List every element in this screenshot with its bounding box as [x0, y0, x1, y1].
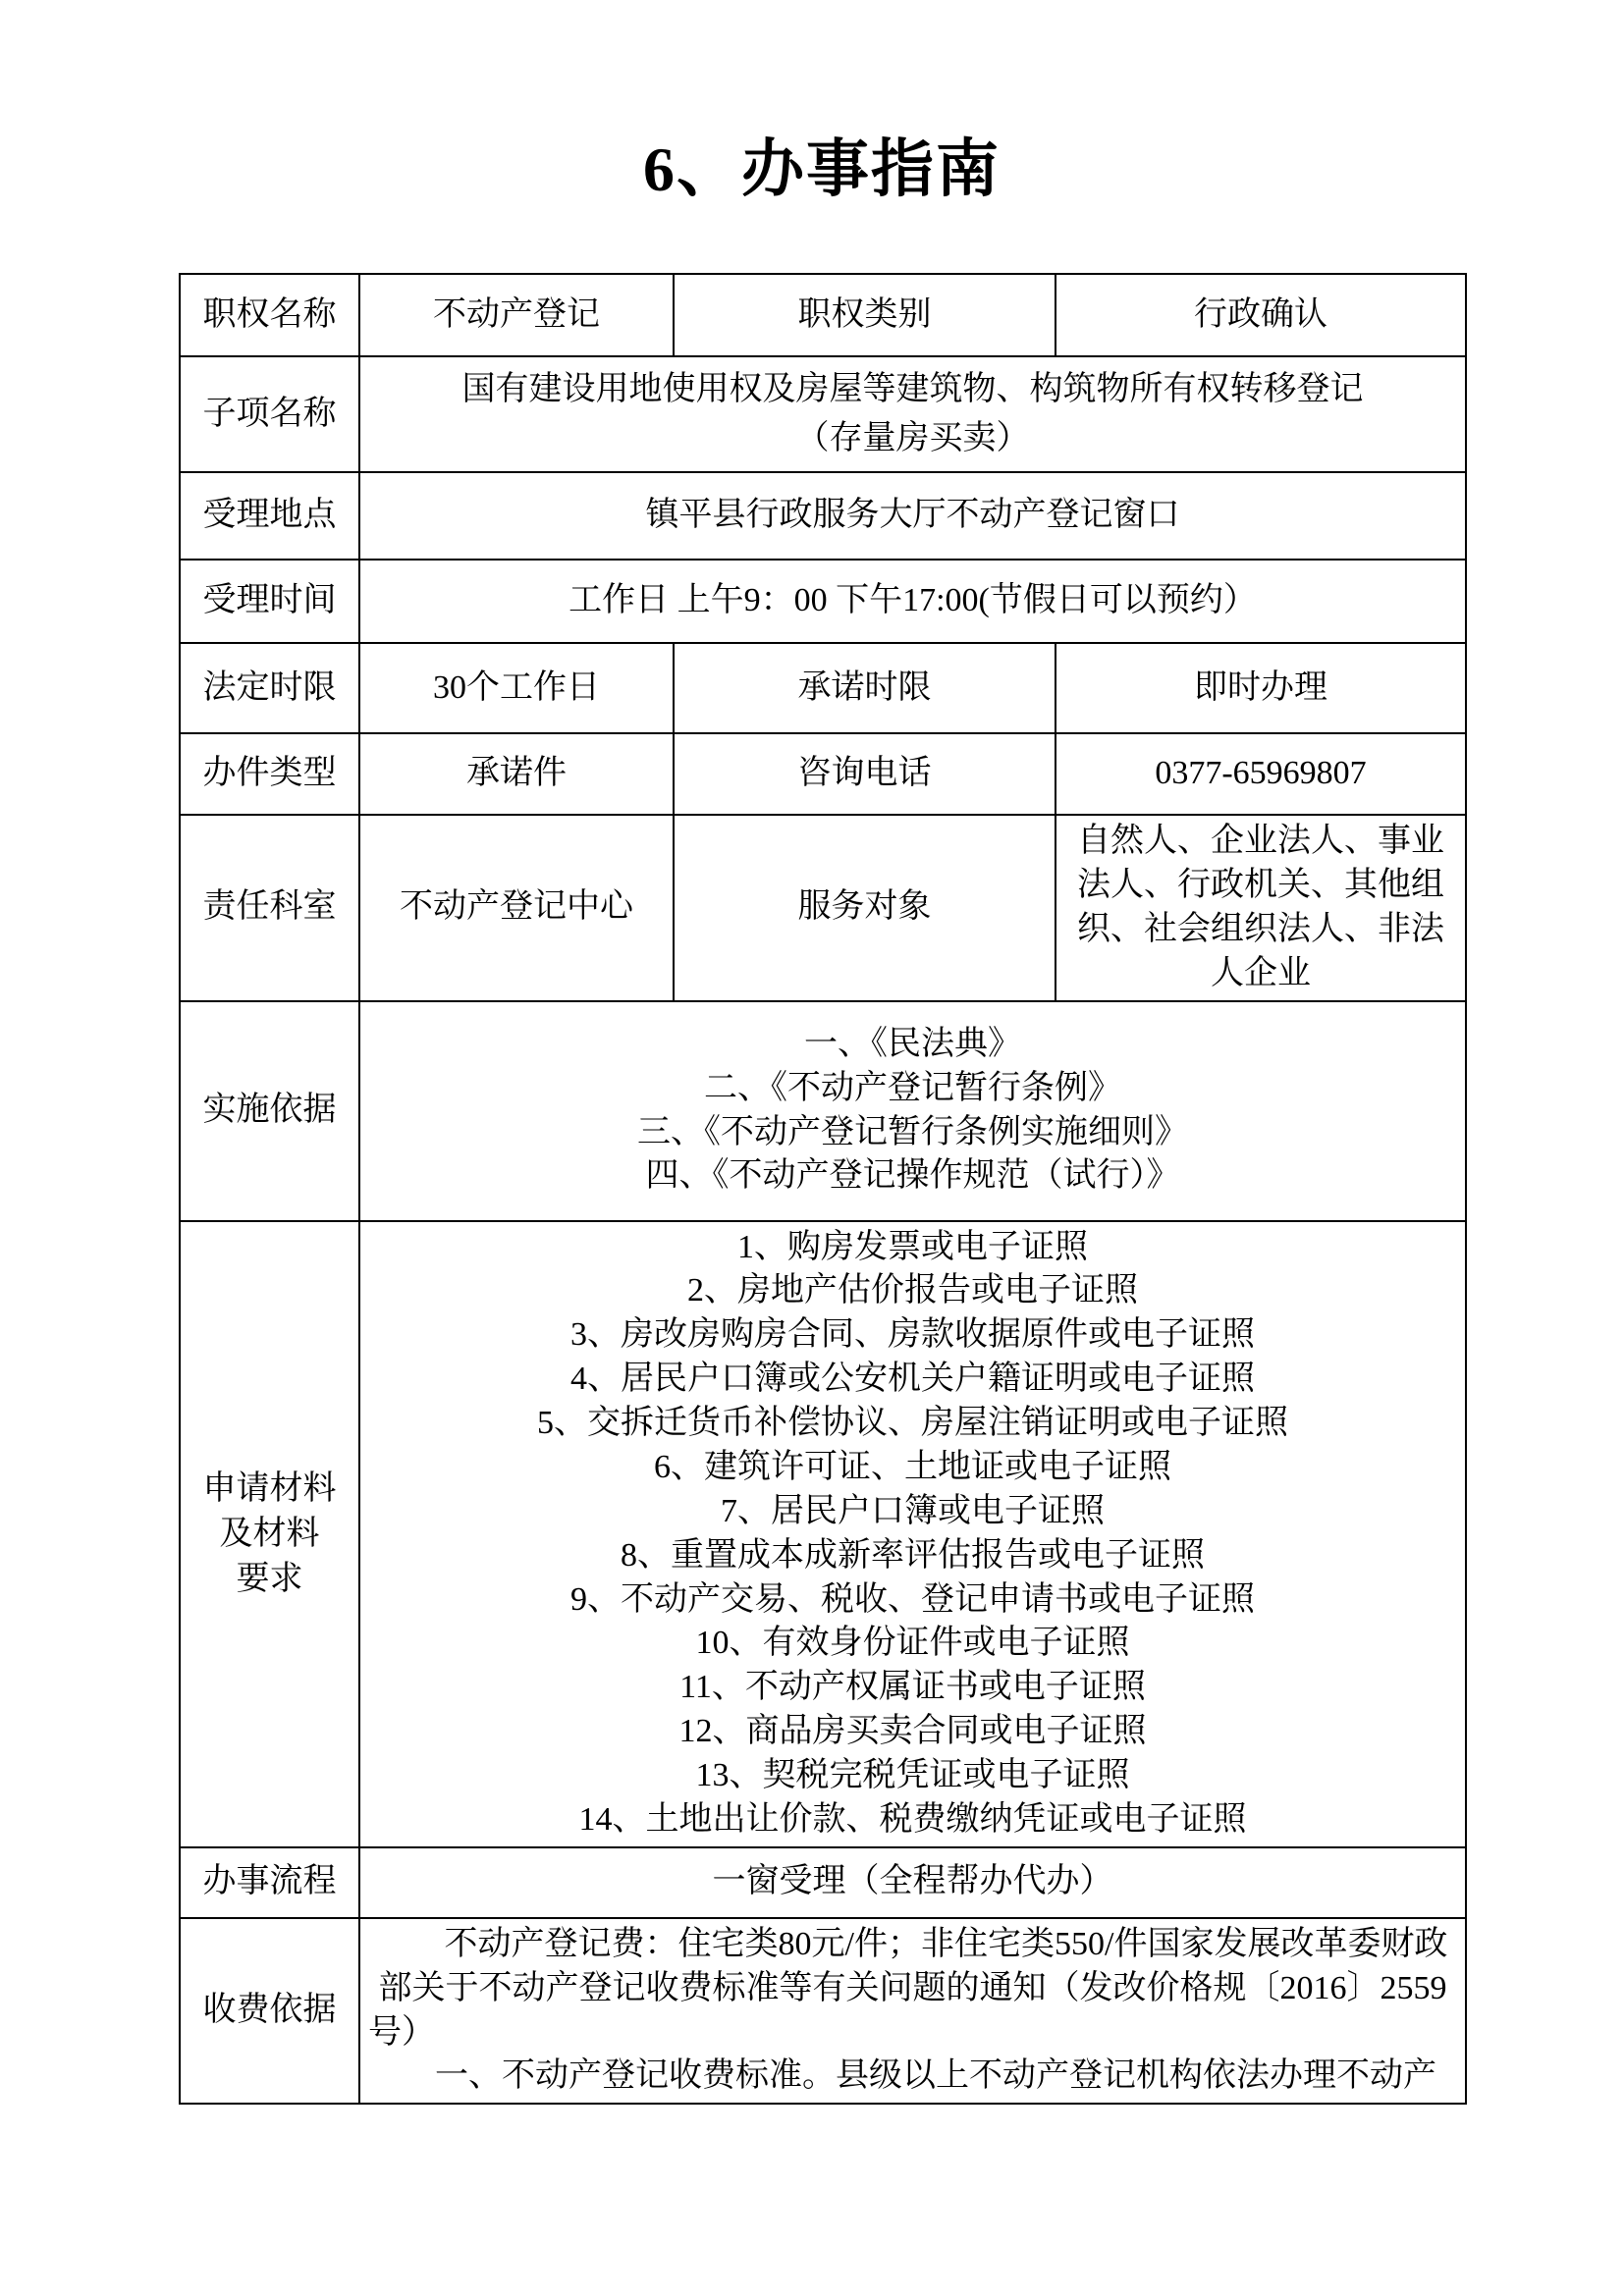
materials-item: 2、房地产估价报告或电子证照 [687, 1272, 1138, 1309]
case-type-value: 承诺件 [359, 733, 674, 815]
materials-label [180, 1221, 359, 1847]
basis-label: 实施依据 [180, 1001, 359, 1221]
department-label: 责任科室 [180, 815, 359, 1001]
accept-time-label: 受理时间 [180, 560, 359, 643]
materials-item: 3、房改房购房合同、房款收据原件或电子证照 [570, 1316, 1255, 1354]
case-type-label: 办件类型 [180, 733, 359, 815]
materials-item: 1、购房发票或电子证照 [737, 1228, 1088, 1265]
location-label: 受理地点 [180, 472, 359, 560]
accept-time-value: 工作日 上午9：00 下午17:00(节假日可以预约） [359, 560, 1466, 643]
sub-item-value [359, 356, 1466, 472]
process-label: 办事流程 [180, 1847, 359, 1918]
process-value: 一窗受理（全程帮办代办） [359, 1847, 1466, 1918]
service-guide-table [179, 273, 1467, 2105]
basis-item: 三、《不动产登记暂行条例实施细则》 [637, 1113, 1188, 1150]
materials-item: 6、建筑许可证、土地证或电子证照 [654, 1448, 1171, 1485]
fees-label: 收费依据 [180, 1918, 359, 2105]
location-value: 镇平县行政服务大厅不动产登记窗口 [359, 472, 1466, 560]
materials-item: 14、土地出让价款、税费缴纳凭证或电子证照 [578, 1800, 1247, 1838]
fees-paragraph-2: 一、不动产登记收费标准。县级以上不动产登记机构依法办理不动产 [435, 2057, 1436, 2095]
sub-item-label: 子项名称 [180, 356, 359, 472]
department-value: 不动产登记中心 [359, 815, 674, 1001]
table-row-case-type [180, 733, 1466, 815]
table-row-sub-item [180, 356, 1466, 472]
basis-list [359, 1001, 1466, 1221]
materials-item: 13、契税完税凭证或电子证照 [695, 1757, 1130, 1793]
authority-type-label: 职权类别 [674, 274, 1056, 356]
table-row-basis [180, 1001, 1466, 1221]
sub-item-line2: （存量房买卖） [795, 420, 1030, 456]
legal-limit-label: 法定时限 [180, 643, 359, 733]
materials-item: 8、重置成本成新率评估报告或电子证照 [621, 1536, 1205, 1574]
fees-paragraph-1: 不动产登记费：住宅类80元/件；非住宅类550/件国家发展改革委财政部关于不动产登记收费标准等有关问题的通知（发改价格规〔2016〕2559号） [368, 1925, 1448, 2051]
service-target-value: 自然人、企业法人、事业法人、行政机关、其他组织、社会组织法人、非法人企业 [1056, 815, 1466, 1001]
table-row-fees [180, 1918, 1466, 2105]
materials-list [359, 1221, 1466, 1847]
table-row-process [180, 1847, 1466, 1918]
service-target-label: 服务对象 [674, 815, 1056, 1001]
table-row-accept-time [180, 560, 1466, 643]
materials-item: 9、不动产交易、税收、登记申请书或电子证照 [570, 1580, 1255, 1618]
legal-limit-value: 30个工作日 [359, 643, 674, 733]
page-title: 6、办事指南 [643, 134, 1001, 204]
fees-content [359, 1918, 1466, 2105]
authority-name-value: 不动产登记 [359, 274, 674, 356]
table-row-materials [180, 1221, 1466, 1847]
materials-label-line3: 要求 [236, 1560, 303, 1597]
basis-item: 一、《民法典》 [804, 1025, 1021, 1062]
table-row-authority [180, 274, 1466, 356]
authority-type-value: 行政确认 [1056, 274, 1466, 356]
table-row-location [180, 472, 1466, 560]
promise-limit-label: 承诺时限 [674, 643, 1056, 733]
materials-item: 5、交拆迁货币补偿协议、房屋注销证明或电子证照 [537, 1405, 1288, 1441]
materials-item: 11、不动产权属证书或电子证照 [679, 1669, 1146, 1706]
basis-item: 二、《不动产登记暂行条例》 [704, 1069, 1121, 1106]
materials-item: 12、商品房买卖合同或电子证照 [678, 1713, 1147, 1750]
phone-value: 0377-65969807 [1056, 733, 1466, 815]
phone-label: 咨询电话 [674, 733, 1056, 815]
materials-item: 4、居民户口簿或公安机关户籍证明或电子证照 [570, 1361, 1255, 1398]
table-row-department [180, 815, 1466, 1001]
materials-label-line1: 申请材料 [202, 1469, 337, 1507]
materials-label-line2: 及材料 [219, 1515, 320, 1552]
table-row-legal-limit [180, 643, 1466, 733]
materials-item: 10、有效身份证件或电子证照 [695, 1625, 1130, 1662]
promise-limit-value: 即时办理 [1056, 643, 1466, 733]
materials-item: 7、居民户口簿或电子证照 [721, 1492, 1105, 1529]
authority-name-label: 职权名称 [180, 274, 359, 356]
sub-item-line1: 国有建设用地使用权及房屋等建筑物、构筑物所有权转移登记 [461, 371, 1364, 407]
basis-item: 四、《不动产登记操作规范（试行）》 [645, 1157, 1180, 1195]
